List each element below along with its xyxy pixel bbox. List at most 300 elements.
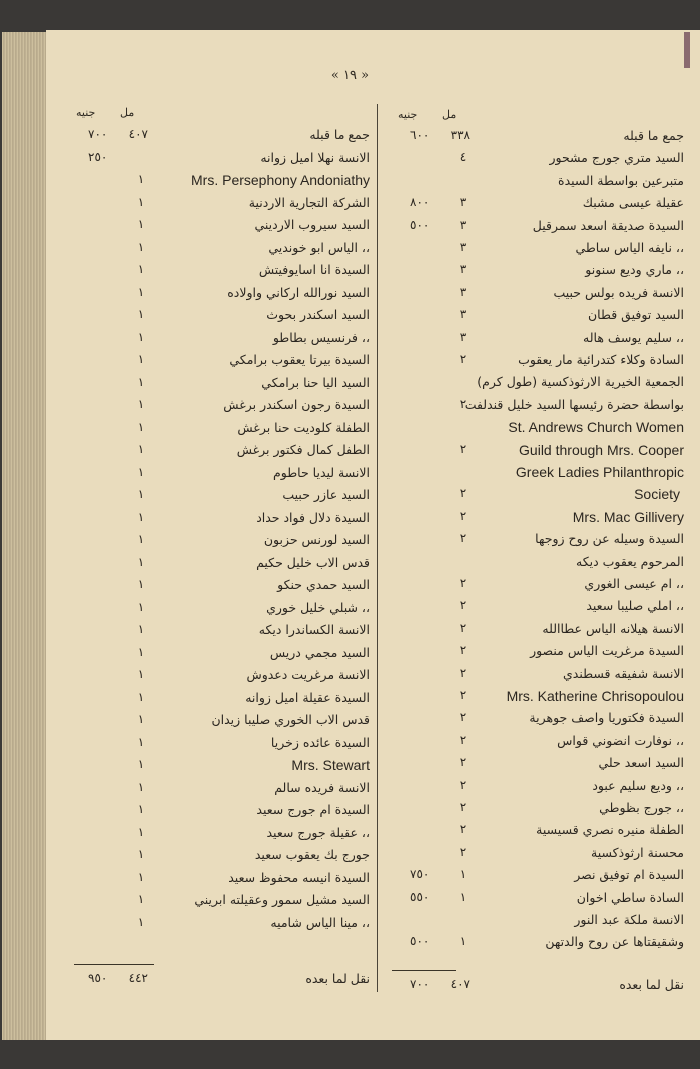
donor-name: قدس الاب خليل حكيم	[256, 554, 370, 570]
amount-mil: ٦٠٠	[410, 128, 430, 142]
amount-mil: ٨٠٠	[410, 195, 430, 210]
donor-name: السيدة عقيلة اميل زوانه	[245, 689, 370, 705]
donor-name: الانسة شفيقه قسطندي	[563, 665, 684, 681]
amount-pound: ١	[137, 262, 145, 276]
amount-mil: ٢٥٠	[88, 149, 108, 164]
table-row	[70, 665, 370, 687]
amount-pound: ١	[137, 329, 145, 344]
table-row	[392, 350, 684, 372]
amount-pound: ١	[137, 419, 145, 434]
table-row	[70, 778, 370, 800]
amount	[70, 600, 148, 614]
amount-pound: ٢	[459, 643, 467, 658]
carry-forward-amount	[70, 971, 148, 985]
amount-pound: ١	[137, 802, 145, 816]
table-row	[392, 216, 684, 238]
table-row	[70, 823, 370, 845]
amount-pound: ١	[137, 172, 145, 186]
amount	[70, 870, 148, 884]
amount	[70, 757, 148, 771]
donor-name: الانسة فريده بولس حبيب	[553, 284, 684, 300]
amount	[70, 667, 148, 681]
amount	[392, 912, 470, 926]
amount-pound: ١	[459, 867, 467, 882]
table-row	[392, 238, 684, 260]
amount-mil: ٥٥٠	[410, 889, 430, 904]
amount	[70, 847, 148, 861]
table-row	[392, 776, 684, 798]
amount	[70, 420, 148, 434]
table-row	[70, 845, 370, 867]
donor-name: السيدة ام جورج سعيد	[256, 802, 370, 817]
amount	[392, 509, 470, 523]
amount-pound: ٢	[459, 732, 467, 747]
donor-name: جمع ما قبله	[309, 127, 370, 142]
amount-pound: ٢	[459, 688, 467, 702]
table-row	[70, 868, 370, 890]
table-row	[70, 553, 370, 575]
donor-name: السادة ساطي اخوان	[576, 889, 684, 905]
amount	[70, 240, 148, 254]
donor-name: جمع ما قبله	[623, 128, 684, 143]
amount	[70, 915, 148, 929]
amount-pound: ١	[137, 352, 145, 366]
table-row	[392, 910, 684, 932]
table-row	[70, 260, 370, 282]
table-row	[70, 305, 370, 327]
donor-name: ،، وديع سليم عبود	[592, 777, 684, 793]
table-row	[392, 529, 684, 551]
amount	[70, 330, 148, 344]
donor-name: ،، مينا الياس شاميه	[270, 914, 370, 930]
donor-name: السيدة انا اسايوفيتش	[258, 262, 370, 277]
amount-pound: ١	[137, 892, 145, 906]
amount-pound: ١	[137, 442, 145, 456]
total-rule	[392, 970, 456, 971]
amount	[392, 688, 470, 702]
page-number: « ١٩ »	[330, 68, 370, 83]
donor-name: ،، نايفه الياس ساطي	[575, 240, 684, 255]
amount	[70, 442, 148, 456]
amount-pound: ٢	[459, 665, 467, 680]
amount-pound: ١	[137, 667, 145, 681]
donor-name: ،، فرنسيس بطاطو	[272, 329, 370, 345]
carry-forward-mil: ٩٥٠	[88, 971, 108, 985]
amount	[70, 127, 148, 141]
table-row	[392, 395, 684, 417]
amount	[392, 442, 470, 456]
amount-pound: ١	[459, 889, 467, 904]
amount	[392, 173, 470, 187]
table-row	[70, 170, 370, 192]
amount-pound: ٣٣٨	[450, 128, 470, 142]
amount-pound: ١	[137, 824, 145, 839]
donor-name: الشركة التجارية الاردنية	[248, 194, 370, 210]
donor-name: السيد مشيل سمور وعقيلته ابريني	[194, 892, 370, 907]
donor-name: Greek Ladies Philanthropic	[515, 464, 684, 480]
table-row	[392, 798, 684, 820]
amount-pound: ١	[137, 284, 145, 299]
amount-mil: ٥٠٠	[410, 217, 430, 232]
table-row	[392, 932, 684, 954]
amount	[70, 622, 148, 636]
amount-pound: ١	[137, 239, 145, 254]
amount-pound: ٣	[459, 240, 467, 254]
amount	[70, 172, 148, 186]
table-row	[392, 328, 684, 350]
table-row	[70, 913, 370, 935]
amount-pound: ١	[137, 622, 145, 636]
donor-name: وشقيقتاها عن روح والدتهن	[545, 934, 684, 950]
table-row	[392, 507, 684, 529]
amount-pound: ١	[137, 734, 145, 749]
amount-pound: ٢	[459, 822, 467, 837]
amount-pound: ٢	[459, 620, 467, 635]
amount	[392, 554, 470, 568]
donor-name: ،، ام عيسى الغوري	[584, 576, 684, 591]
header-mil: مل	[120, 106, 135, 119]
amount-pound: ١	[137, 464, 145, 479]
amount-pound: ١	[137, 487, 145, 501]
amount-pound: ١	[137, 509, 145, 524]
table-row	[392, 171, 684, 193]
amount	[392, 374, 470, 388]
amount-pound: ١	[137, 847, 145, 861]
donor-name: Guild through Mrs. Cooper	[519, 441, 684, 458]
donor-name: Mrs. Persephony Andoniathy	[191, 172, 370, 188]
amount	[70, 307, 148, 321]
amount-pound: ١	[137, 532, 145, 546]
table-row	[392, 574, 684, 596]
amount-pound: ٣	[459, 195, 467, 210]
table-row	[70, 643, 370, 665]
table-row	[70, 418, 370, 440]
amount	[392, 643, 470, 657]
amount	[70, 577, 148, 591]
carry-forward-row	[392, 975, 684, 997]
amount-pound: ١	[137, 914, 145, 929]
amount-pound: ٢	[459, 508, 467, 523]
donor-name: ،، املي صليبا سعيد	[586, 598, 684, 614]
donor-name: السيدة انيسه محفوظ سعيد	[228, 869, 370, 885]
carry-forward-mil: ٧٠٠	[410, 977, 430, 991]
amount	[392, 755, 470, 769]
donor-name: ،، الياس ابو خونديي	[268, 239, 370, 255]
amount	[70, 510, 148, 524]
table-row	[392, 462, 684, 484]
amount	[70, 397, 148, 411]
table-row	[392, 664, 684, 686]
amount	[70, 487, 148, 501]
donor-name: ،، سليم يوسف هاله	[583, 329, 684, 345]
amount-mil: ٧٥٠	[410, 867, 430, 882]
amount	[392, 890, 470, 904]
book-page-edges	[2, 32, 48, 1040]
donor-name: بواسطة حضرة رئيسها السيد خليل قندلفت	[464, 396, 684, 412]
amount-pound: ١	[137, 712, 145, 726]
amount-pound: ٣	[459, 217, 467, 232]
table-row	[392, 372, 684, 394]
amount	[392, 419, 470, 433]
table-row	[70, 688, 370, 710]
table-row	[392, 126, 684, 148]
amount	[70, 780, 148, 794]
donor-name: السيد عازر حبيب	[282, 487, 370, 502]
table-row	[392, 440, 684, 462]
amount-pound: ٢	[459, 844, 467, 859]
amount	[70, 532, 148, 546]
amount-pound: ١	[137, 757, 145, 771]
amount	[392, 666, 470, 680]
amount-pound: ٢	[459, 531, 467, 546]
donor-name: السيد لورنس حزبون	[263, 532, 370, 547]
table-row	[70, 733, 370, 755]
amount	[70, 690, 148, 704]
bookmark-ribbon	[684, 32, 690, 68]
donor-name: السيد اسعد حلي	[598, 755, 684, 771]
donor-name: السيدة ام توفيق نصر	[574, 867, 684, 883]
amount-pound: ١	[137, 577, 145, 591]
carry-forward-label: نقل لما بعده	[619, 977, 684, 992]
amount-pound: ٢	[459, 710, 467, 725]
donor-name: الانسة ليديا حاطوم	[273, 464, 370, 480]
table-row	[392, 417, 684, 439]
donor-name: ،، نوفارت انضوني قواس	[557, 732, 684, 748]
amount	[392, 822, 470, 836]
donor-name: السيدة عائده زخريا	[270, 734, 370, 750]
table-row	[392, 641, 684, 663]
table-row	[70, 620, 370, 642]
amount-pound: ١	[137, 599, 145, 614]
table-row	[70, 598, 370, 620]
amount	[70, 825, 148, 839]
amount-pound: ١	[137, 217, 145, 231]
table-row	[392, 753, 684, 775]
carry-forward-pound: ٤٤٢	[128, 971, 148, 985]
amount	[70, 262, 148, 276]
amount	[392, 262, 470, 276]
donor-name: الانسة هيلانه الياس عطاالله	[542, 620, 684, 636]
table-row	[70, 125, 370, 147]
table-row	[392, 731, 684, 753]
amount-pound: ٢	[459, 777, 467, 792]
amount	[392, 934, 470, 948]
donor-name: عقيلة عيسى مشبك	[582, 195, 684, 211]
amount	[392, 576, 470, 590]
amount	[70, 352, 148, 366]
table-row	[70, 395, 370, 417]
table-row	[392, 260, 684, 282]
amount-pound: ٣	[459, 329, 467, 344]
amount	[70, 150, 148, 164]
donor-name: Mrs. Katherine Chrisopoulou	[506, 688, 684, 704]
donor-name: السيد سيروب الارديني	[254, 217, 370, 232]
amount-pound: ١	[459, 934, 467, 949]
table-row	[392, 888, 684, 910]
amount	[70, 712, 148, 726]
amount-pound: ١	[137, 689, 145, 704]
donor-name: السيدة دلال فواد حداد	[256, 509, 370, 525]
amount-pound: ٢	[459, 755, 467, 770]
donor-name: قدس الاب الخوري صليبا زيدان	[211, 712, 370, 727]
table-row	[70, 890, 370, 912]
donor-name: الطفلة منيره نصري قسيسية	[536, 822, 684, 838]
table-row	[392, 283, 684, 305]
donor-name: ،، ماري وديع سنونو	[585, 262, 684, 278]
donor-name: الجمعية الخيرية الارثوذكسية (طول كرم)	[477, 374, 684, 390]
donor-name: محسنة ارثوذكسية	[591, 844, 684, 860]
table-row	[70, 238, 370, 260]
amount	[392, 307, 470, 321]
amount	[70, 892, 148, 906]
table-row	[70, 328, 370, 350]
donor-name: Mrs. Stewart	[291, 757, 370, 773]
amount	[392, 778, 470, 792]
carry-forward-row	[70, 969, 370, 991]
donor-name: الانسة فريده سالم	[274, 779, 370, 795]
total-rule	[74, 964, 154, 965]
donor-name: Society	[634, 486, 680, 503]
table-row	[70, 283, 370, 305]
donor-name: الطفلة كلوديت حنا برغش	[237, 419, 370, 435]
table-row	[392, 708, 684, 730]
donor-name: السيدة صديقة اسعد سمرقيل	[532, 217, 684, 233]
amount-pound: ١	[137, 869, 145, 884]
donor-name: الانسة ملكة عبد النور	[574, 912, 684, 927]
amount-pound: ٣	[459, 307, 467, 322]
header-pound: جنيه	[398, 108, 418, 121]
amount-pound: ١	[137, 307, 145, 321]
amount	[392, 800, 470, 814]
donor-name: السيدة مرغريت الياس منصور	[530, 643, 684, 659]
donor-name: السيد حمدي حنكو	[277, 577, 370, 592]
column-divider	[377, 104, 378, 992]
amount	[392, 240, 470, 254]
amount-pound: ٤٠٧	[128, 127, 148, 141]
table-row	[392, 686, 684, 708]
amount	[70, 465, 148, 479]
amount-pound: ١	[137, 194, 145, 209]
amount	[392, 195, 470, 209]
donor-name: المرحوم يعقوب ديكه	[576, 553, 684, 569]
header-pound: جنيه	[76, 106, 96, 119]
table-row	[70, 350, 370, 372]
amount-pound: ١	[137, 397, 145, 411]
table-row	[392, 596, 684, 618]
donor-name: السيد توفيق قطان	[587, 307, 684, 323]
amount-pound: ٢	[459, 800, 467, 814]
table-row	[70, 575, 370, 597]
amount-pound: ١	[137, 779, 145, 794]
amount	[70, 375, 148, 389]
amount-pound: ١	[137, 644, 145, 659]
table-row	[392, 193, 684, 215]
donor-name: جورج بك يعقوب سعيد	[254, 847, 370, 862]
table-row	[392, 619, 684, 641]
amount	[392, 352, 470, 366]
donor-name: السيد اليا حنا برامكي	[261, 374, 370, 390]
amount-pound: ٢	[459, 396, 467, 411]
donor-name: الانسة نهلا اميل زوانه	[260, 149, 370, 165]
amount-mil: ٥٠٠	[410, 934, 430, 949]
table-row	[70, 373, 370, 395]
amount-pound: ٢	[459, 598, 467, 613]
donor-name: الانسة مرغريت دعدوش	[246, 667, 370, 682]
amount-pound: ٣	[459, 262, 467, 277]
amount	[392, 150, 470, 164]
table-row	[70, 148, 370, 170]
table-row	[70, 440, 370, 462]
amount	[392, 285, 470, 299]
donor-name: السيدة بيرتا يعقوب برامكي	[229, 352, 370, 367]
amount-pound: ٣	[459, 284, 467, 299]
table-row	[392, 305, 684, 327]
amount	[392, 598, 470, 612]
donor-name: الانسة الكساندرا ديكه	[258, 622, 370, 637]
table-row	[70, 755, 370, 777]
table-row	[392, 843, 684, 865]
amount	[70, 735, 148, 749]
amount	[70, 645, 148, 659]
donor-name: السيدة فكتوريا واصف جوهرية	[529, 710, 684, 726]
donor-name: السيد نورالله اركاني واولاده	[227, 284, 370, 300]
table-row	[392, 865, 684, 887]
table-row	[392, 552, 684, 574]
table-row	[70, 710, 370, 732]
table-row	[70, 530, 370, 552]
amount-pound: ٢	[459, 576, 467, 590]
donor-name: ،، شبلي خليل خوري	[266, 599, 370, 615]
amount	[392, 845, 470, 859]
amount-pound: ٢	[459, 441, 467, 456]
donor-name: ،، عقيلة جورج سعيد	[266, 824, 370, 840]
table-row	[70, 800, 370, 822]
amount	[392, 621, 470, 635]
donor-name: السيد متري جورج مشحور	[549, 150, 684, 166]
amount	[392, 486, 470, 500]
carry-forward-label: نقل لما بعده	[305, 971, 370, 986]
header-mil: مل	[442, 108, 457, 121]
donor-name: Mrs. Mac Gillivery	[572, 508, 684, 525]
donor-name: St. Andrews Church Women	[508, 419, 684, 436]
table-row	[392, 820, 684, 842]
amount-pound: ١	[137, 374, 145, 389]
table-row	[392, 148, 684, 170]
amount	[70, 555, 148, 569]
amount	[70, 217, 148, 231]
amount-pound: ٢	[459, 352, 467, 366]
amount	[392, 464, 470, 478]
amount	[392, 330, 470, 344]
amount	[392, 710, 470, 724]
table-row	[392, 484, 684, 506]
donor-name: متبرعين بواسطة السيدة	[558, 172, 684, 188]
donor-name: ،، جورج بظوطي	[599, 800, 684, 815]
amount	[392, 733, 470, 747]
amount	[70, 802, 148, 816]
table-row	[70, 463, 370, 485]
donor-name: السيدة رجون اسكندر برغش	[223, 397, 370, 412]
amount	[392, 218, 470, 232]
carry-forward-pound: ٤٠٧	[450, 977, 470, 991]
donor-name: السيدة وسيله عن روح زوجها	[535, 531, 684, 547]
table-row	[70, 508, 370, 530]
amount	[392, 867, 470, 881]
donor-name: السادة وكلاء كتدرائية مار يعقوب	[518, 352, 684, 367]
donor-name: السيد اسكندر بحوث	[266, 307, 370, 322]
amount-pound: ٢	[459, 486, 467, 501]
amount	[392, 128, 470, 142]
